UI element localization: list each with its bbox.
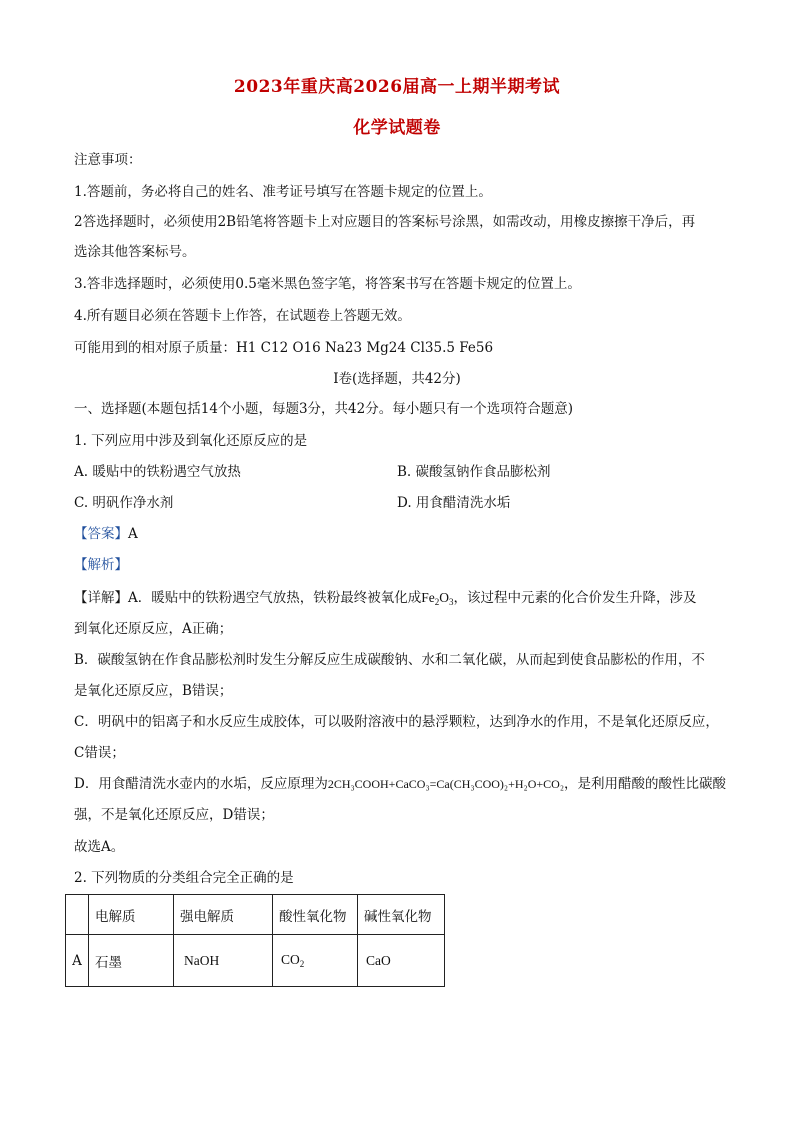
table-header-row (66, 895, 445, 935)
notice-item-1: 1.答题前，务必将自己的姓名、准考证号填写在答题卡规定的位置上。 (74, 184, 492, 200)
formula-fe: Fe (421, 590, 435, 605)
detail-c-line-1: C．明矾中的铝离子和水反应生成胶体，可以吸附溶液中的悬浮颗粒，达到净水的作用，不是氧化还原反应， (74, 714, 719, 730)
detail-a-line-2: 到氧化还原反应，A正确； (74, 621, 233, 637)
notice-item-2-line-1: 2答选择题时，必须使用2B铅笔将答题卡上对应题目的答案标号涂黑，如需改动，用橡皮擦擦干净后，再 (74, 214, 696, 230)
answer-value: A (128, 526, 138, 542)
question-1-option-b: B. 碳酸氢钠作食品膨松剂 (397, 464, 551, 480)
detail-a-text-post: ，该过程中元素的化合价发生升降，涉及 (453, 590, 697, 606)
notice-item-4: 4.所有题目必须在答题卡上作答，在试题卷上答题无效。 (74, 308, 411, 324)
detail-d-line-1 (74, 774, 734, 794)
table-header-cell: 碱性氧化物 (358, 895, 445, 935)
row-label: A (66, 935, 89, 987)
table-row (66, 935, 445, 987)
notice-heading: 注意事项： (74, 152, 142, 168)
paper-subtitle: 化学试题卷 (353, 118, 441, 138)
notice-item-2-line-2: 选涂其他答案标号。 (74, 244, 196, 260)
analysis-line (74, 555, 734, 575)
acidic-oxide-subscript: 2 (299, 959, 305, 969)
detail-a-text-pre: A．暖贴中的铁粉遇空气放热，铁粉最终被氧化成 (128, 590, 422, 606)
detail-b-line-1: B．碳酸氢钠在作食品膨松剂时发生分解反应生成碳酸钠、水和二氧化碳，从而起到使食品膨松的作用，不 (74, 652, 705, 668)
conclusion-line: 故选A。 (74, 839, 125, 855)
exam-title: 2023年重庆高2026届高一上期半期考试 (233, 77, 561, 97)
formula-o-subscript: 3 (449, 597, 454, 607)
table-header-cell: 强电解质 (174, 895, 273, 935)
detail-b-line-2: 是氧化还原反应，B错误； (74, 683, 233, 699)
detail-c-line-2: C错误； (74, 745, 125, 761)
electrolyte-cell: 石墨 (89, 935, 174, 987)
answer-line (74, 524, 734, 544)
question-1-option-d: D. 用食醋清洗水垢 (397, 495, 511, 511)
formula-fe-subscript: 2 (434, 597, 440, 607)
acidic-oxide-formula: CO (281, 952, 300, 967)
detail-d-text-post: ，是利用醋酸的酸性比碳酸 (564, 776, 727, 792)
volume-heading: I卷(选择题，共42分) (333, 371, 461, 387)
reaction-equation: 2CH₃COOH+CaCO₃=Ca(CH₃COO)₂+H₂O+CO₂ (327, 777, 565, 791)
detail-a-line-1 (74, 588, 734, 612)
analysis-tag: 【解析】 (74, 557, 128, 573)
formula-o: O (439, 590, 449, 605)
acidic-oxide-cell (273, 935, 358, 987)
strong-electrolyte-cell: NaOH (174, 935, 273, 987)
fe2o3-formula (421, 590, 453, 605)
notice-item-3: 3.答非选择题时，必须使用0.5毫米黑色签字笔，将答案书写在答题卡规定的位置上。 (74, 276, 581, 292)
table-header-cell: 酸性氧化物 (273, 895, 358, 935)
answer-tag: 【答案】 (74, 526, 128, 542)
table-header-cell: 电解质 (89, 895, 174, 935)
detail-tag: 【详解】 (74, 590, 128, 606)
detail-d-line-2: 强，不是氧化还原反应，D错误； (74, 807, 274, 823)
question-1-option-c: C. 明矾作净水剂 (74, 495, 174, 511)
question-1-option-a: A. 暖贴中的铁粉遇空气放热 (74, 464, 241, 480)
detail-d-text-pre: D．用食醋清洗水壶内的水垢，反应原理为 (74, 776, 328, 792)
atomic-mass-line: 可能用到的相对原子质量：H1 C12 O16 Na23 Mg24 Cl35.5 Fe56 (74, 340, 494, 356)
section-instruction: 一、选择题(本题包括14个小题，每题3分，共42分。每小题只有一个选项符合题意) (74, 401, 573, 417)
question-1-stem: 1. 下列应用中涉及到氧化还原反应的是 (74, 433, 308, 449)
basic-oxide-cell: CaO (358, 935, 445, 987)
classification-table (65, 894, 445, 987)
table-header-cell (66, 895, 89, 935)
question-2-stem: 2. 下列物质的分类组合完全正确的是 (74, 870, 294, 886)
